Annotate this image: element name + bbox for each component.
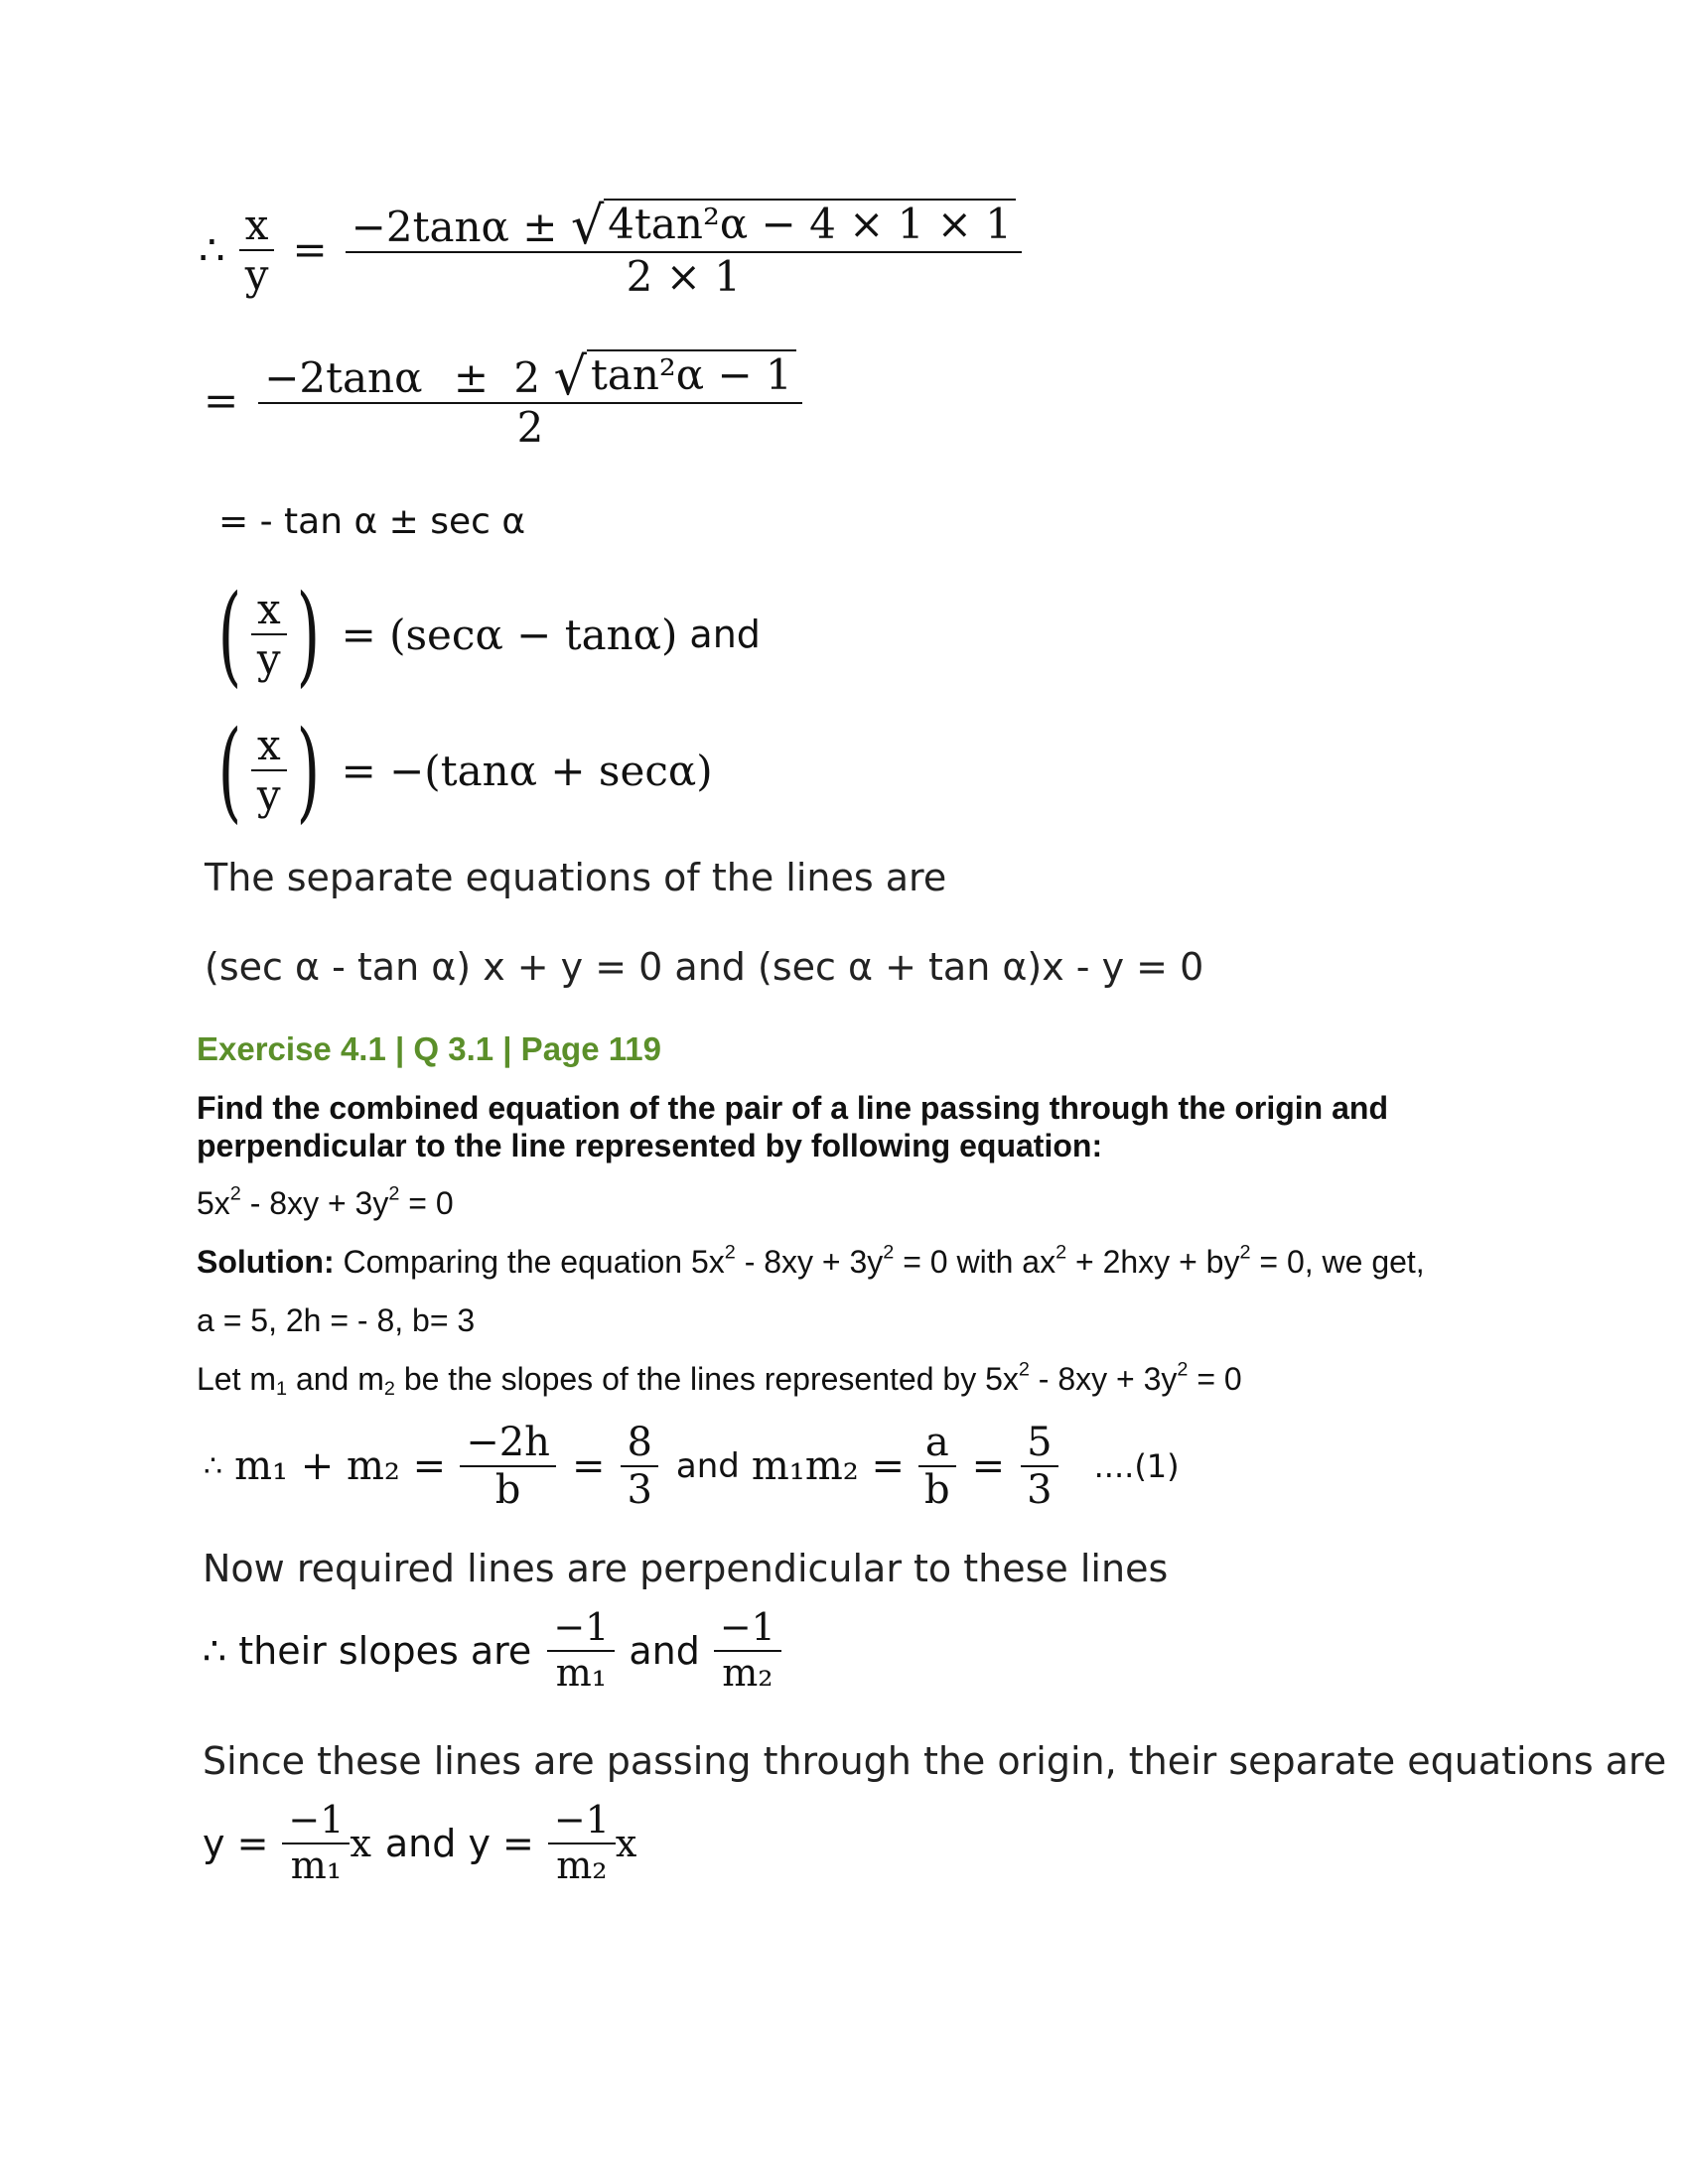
text-perpendicular: Now required lines are perpendicular to these lines	[203, 1547, 1169, 1590]
solution-label: Solution:	[197, 1244, 335, 1280]
fraction-quadratic: −2tanα ± √ 4tan²α − 4 × 1 × 1 2 × 1	[346, 199, 1022, 302]
given-equation: $5x^2 - 8xy + 3y^2 = 0$	[197, 1182, 454, 1221]
text-separate-equations: (sec α - tan α) x + y = 0 and (sec α + tan α)x - y = 0	[205, 945, 1204, 989]
coefficients-line: a = 5, 2h = - 8, b= 3	[197, 1302, 476, 1338]
equation-simplified: = −2tanα ± 2 √ tan²α − 1 2	[204, 349, 802, 453]
question-line-1: Find the combined equation of the pair of a line passing through the origin and	[197, 1090, 1388, 1126]
equation-separate-lines: y = $\frac{-1}{\text{m₁}}$ x and y = $\frac{-1}{\text{m₂}}$ x	[203, 1798, 637, 1887]
equation-sum-product-slopes: ∴ m₁ + m₂ = $\frac{-2h}{b}$ = $\frac{8}{3}$ and m₁m₂ = $\frac{a}{b}$ = $\frac{5}{3}$ ....(1)	[204, 1420, 1180, 1513]
radical-icon: √	[570, 196, 605, 256]
equation-perpendicular-slopes: ∴ their slopes are $\frac{-1}{\text{m₁}}$ and $\frac{-1}{\text{m₂}}$	[203, 1606, 781, 1695]
square-root: √ tan²α − 1	[553, 349, 795, 402]
question-line-2: perpendicular to the line represented by following equation:	[197, 1128, 1103, 1163]
radical-icon: √	[553, 346, 587, 407]
text-separate-intro: The separate equations of the lines are	[205, 856, 947, 899]
equation-quadratic-formula	[199, 196, 1022, 302]
left-paren: (	[217, 571, 242, 698]
solution-line: Solution: Comparing the equation $5x^2 - 8xy + 3y^2 = 0$ with $ax^2 + 2hxy + by^2 = 0$, we get,	[197, 1241, 1425, 1280]
right-paren: )	[296, 707, 320, 834]
fraction-simplified: −2tanα ± 2 √ tan²α − 1 2	[258, 349, 802, 453]
therefore-symbol: ∴	[199, 225, 225, 275]
equation-tan-sec: = - tan α ± sec α	[218, 501, 526, 542]
equation-root-two: ( $\frac{x}{y}$ ) = −(tanα + secα)	[217, 707, 713, 834]
text-origin: Since these lines are passing through the origin, their separate equations are	[203, 1739, 1667, 1783]
slopes-intro-line: Let $m_1$ and $m_2$ be the slopes of the lines represented by $5x^2 - 8xy + 3y^2 = 0$	[197, 1358, 1242, 1400]
left-paren: (	[217, 707, 242, 834]
right-paren: )	[296, 571, 320, 698]
square-root: √ 4tan²α − 4 × 1 × 1	[571, 199, 1016, 251]
equation-root-one: ( $\frac{x}{y}$ ) = (secα − tanα) and	[217, 571, 761, 698]
exercise-heading: Exercise 4.1 | Q 3.1 | Page 119	[197, 1030, 661, 1067]
equals-sign: =	[292, 225, 328, 275]
fraction-x-over-y: $\frac{x}{y}$	[239, 202, 275, 300]
